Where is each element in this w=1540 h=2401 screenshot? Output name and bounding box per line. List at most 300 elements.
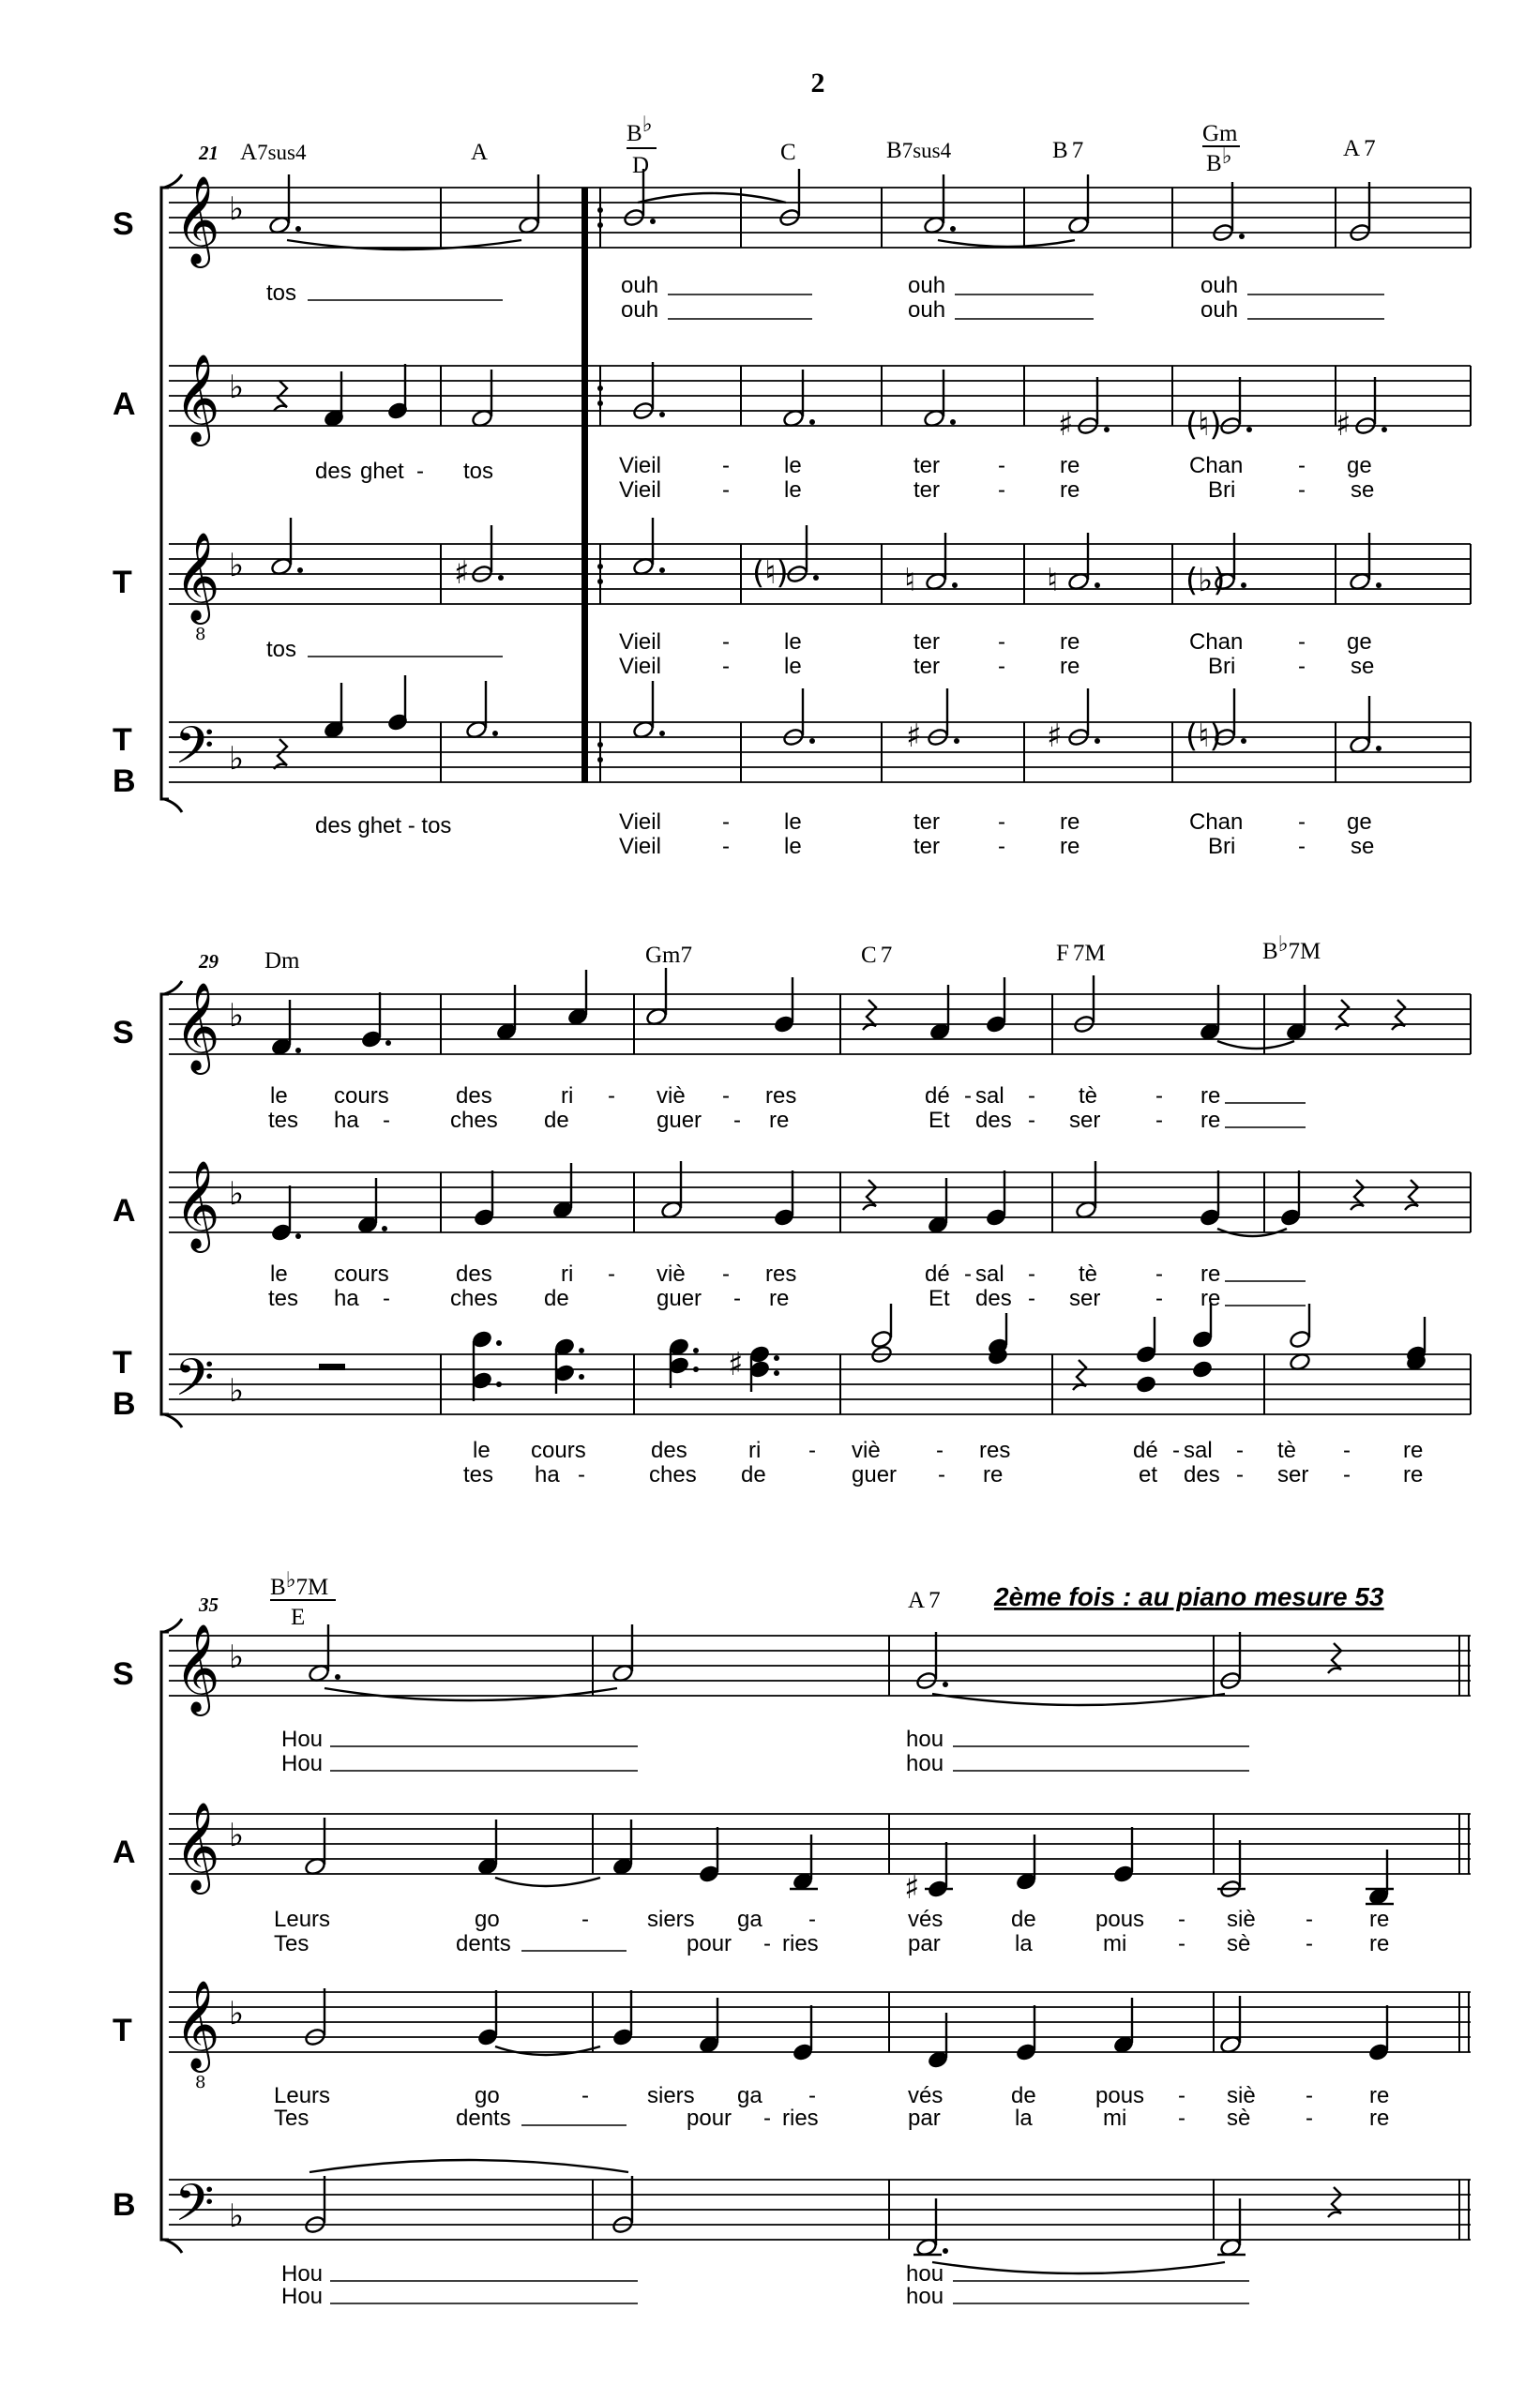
svg-text:se: se [1351,834,1375,859]
svg-text:♯: ♯ [904,1869,920,1907]
system-1 [113,113,1471,859]
svg-text:-: - [998,453,1005,478]
svg-text:de: de [741,1462,766,1487]
svg-text:viè: viè [657,1261,686,1287]
svg-text:pous: pous [1095,2083,1145,2108]
system-2 [113,932,1471,1487]
svg-text:-: - [722,809,730,835]
svg-text:re: re [1060,477,1080,503]
svg-text:re: re [1060,629,1080,655]
svg-text:-: - [1178,1931,1185,1956]
svg-text:-: - [998,654,1005,679]
svg-text:ghet: ghet [360,459,404,484]
svg-text:des: des [975,1108,1012,1133]
svg-text:dents: dents [456,2106,511,2131]
svg-text:-: - [998,477,1005,503]
svg-text:hou: hou [906,2261,944,2287]
chord-symbol: A 7 [908,1588,941,1613]
svg-text:re: re [1200,1083,1221,1109]
svg-text:ries: ries [782,1931,819,1956]
svg-text:par: par [908,1931,941,1956]
voice-label-tb-tenor: T [113,1345,132,1381]
svg-text:(♮): (♮) [1185,717,1222,755]
svg-text:-: - [1298,629,1306,655]
svg-text:se: se [1351,654,1375,679]
voice-label-tb-bass: B [113,763,136,799]
svg-text:♯: ♯ [728,1346,744,1383]
svg-text:♭: ♭ [229,547,245,584]
svg-text:-: - [1155,1286,1163,1311]
svg-text:-: - [1298,809,1306,835]
svg-text:cours: cours [531,1438,586,1463]
svg-text:ches: ches [450,1286,498,1311]
svg-text:ha: ha [334,1108,359,1133]
svg-text:-: - [722,629,730,655]
svg-text:sal: sal [975,1083,1004,1109]
svg-text:tes: tes [268,1286,299,1311]
svg-text:-: - [1236,1438,1244,1463]
svg-text:ries: ries [782,2106,819,2131]
svg-text:go: go [475,1907,500,1932]
svg-text:ha: ha [334,1286,359,1311]
svg-text:re: re [1369,1931,1390,1956]
svg-text:B♭: B♭ [1206,144,1232,176]
svg-text:ser: ser [1069,1108,1101,1133]
svg-text:Vieil: Vieil [619,834,661,859]
svg-text:re: re [1403,1462,1424,1487]
svg-text:le: le [784,809,802,835]
voice-label-alto: A [113,386,136,422]
svg-text:-: - [763,1931,771,1956]
svg-text:-: - [1178,2083,1185,2108]
svg-text:ter: ter [913,834,941,859]
svg-text:de: de [1011,1907,1036,1932]
svg-text:ter: ter [913,629,941,655]
svg-text:ri: ri [561,1261,574,1287]
svg-text:B♭: B♭ [627,113,653,146]
svg-text:dé: dé [1133,1438,1158,1463]
lyrics-alto [315,453,1374,503]
svg-text:8: 8 [195,625,206,644]
svg-text:-: - [722,1261,730,1287]
chord-symbol: F 7M [1056,941,1106,966]
svg-text:Bri: Bri [1208,477,1236,503]
svg-text:-: - [608,1083,615,1109]
svg-text:res: res [765,1261,797,1287]
svg-text:(♮): (♮) [752,554,789,592]
svg-text:ga: ga [737,2083,762,2108]
svg-text:-: - [581,1907,589,1932]
svg-text:♭: ♭ [229,1638,245,1676]
svg-text:ga: ga [737,1907,762,1932]
svg-text:tos: tos [266,637,297,662]
page-number: 2 [810,68,825,98]
svg-text:-: - [1178,1907,1185,1932]
svg-text:dé: dé [925,1083,950,1109]
svg-text:Leurs: Leurs [274,1907,331,1932]
svg-text:Hou: Hou [281,2261,324,2287]
svg-text:vés: vés [908,2083,944,2108]
svg-text:pour: pour [687,1931,732,1956]
svg-text:re: re [1369,2106,1390,2131]
svg-text:♭: ♭ [229,190,245,228]
svg-text:siè: siè [1227,1907,1256,1932]
svg-text:-: - [383,1108,390,1133]
measure-number: 29 [199,950,219,973]
measure-number: 35 [199,1593,219,1616]
svg-text:-: - [416,459,424,484]
svg-text:ches: ches [450,1108,498,1133]
svg-text:Tes: Tes [274,2106,310,2131]
svg-text:viè: viè [657,1083,686,1109]
svg-text:-: - [1306,1931,1313,1956]
chord-symbol-slash [627,113,657,178]
chord-symbol: B♭7M [1262,932,1321,964]
svg-text:-: - [964,1261,972,1287]
svg-text:ha: ha [535,1462,560,1487]
voice-label-bass: B [113,2187,136,2223]
svg-text:re: re [1060,453,1080,478]
svg-text:sal: sal [1184,1438,1213,1463]
svg-text:re: re [1060,654,1080,679]
svg-text:siers: siers [647,1907,695,1932]
svg-text:go: go [475,2083,500,2108]
svg-text:Et: Et [929,1108,950,1133]
voice-label-soprano: S [113,1656,134,1692]
svg-text:-: - [1028,1108,1035,1133]
svg-text:-: - [722,834,730,859]
svg-text:-: - [722,477,730,503]
lyrics-tenor [274,2083,1389,2131]
svg-text:res: res [765,1083,797,1109]
svg-text:des: des [456,1261,492,1287]
svg-text:Hou: Hou [281,1751,324,1776]
svg-text:-: - [808,1907,816,1932]
svg-text:-: - [808,1438,816,1463]
svg-text:Vieil: Vieil [619,477,661,503]
svg-text:♭: ♭ [229,369,245,406]
svg-text:♯: ♯ [1047,717,1063,755]
svg-text:Leurs: Leurs [274,2083,331,2108]
svg-text:ser: ser [1069,1286,1101,1311]
lyrics-alto [268,1261,1306,1311]
svg-text:le: le [784,453,802,478]
svg-text:mi: mi [1103,2106,1127,2131]
svg-text:re: re [983,1462,1004,1487]
svg-text:mi: mi [1103,1931,1127,1956]
chord-symbol: C 7 [861,943,893,968]
lyrics-alto [274,1907,1389,1956]
svg-text:ter: ter [913,477,941,503]
svg-text:-: - [998,834,1005,859]
voice-label-tenor: T [113,565,132,600]
lyrics-bass [281,2261,1249,2309]
svg-text:tè: tè [1079,1261,1098,1287]
svg-text:-: - [1172,1438,1180,1463]
lyrics-soprano [266,273,1384,323]
svg-text:Hou: Hou [281,1727,324,1752]
performance-instruction: 2ème fois : au piano mesure 53 [994,1582,1384,1611]
svg-text:♯: ♯ [906,717,922,755]
svg-text:sè: sè [1227,2106,1251,2131]
svg-text:cours: cours [334,1261,389,1287]
svg-text:le: le [473,1438,491,1463]
svg-text:-: - [578,1462,585,1487]
svg-text:des: des [975,1286,1012,1311]
svg-text:Vieil: Vieil [619,654,661,679]
svg-text:tes: tes [463,1462,494,1487]
svg-text:𝄢: 𝄢 [174,1348,215,1420]
svg-text:E: E [291,1605,306,1630]
svg-text:Chan: Chan [1189,453,1244,478]
svg-text:Vieil: Vieil [619,629,661,655]
svg-text:dé: dé [925,1261,950,1287]
svg-text:ri: ri [561,1083,574,1109]
svg-text:-: - [1028,1286,1035,1311]
svg-text:hou: hou [906,1727,944,1752]
svg-text:re: re [1200,1286,1221,1311]
svg-text:ge: ge [1347,453,1372,478]
svg-text:♭: ♭ [229,1372,245,1410]
svg-text:le: le [270,1261,288,1287]
svg-text:-: - [1306,2083,1313,2108]
svg-text:tes: tes [268,1108,299,1133]
svg-text:𝄞: 𝄞 [174,532,220,621]
chord-symbol: Gm7 [645,943,692,968]
svg-text:♭: ♭ [229,997,245,1034]
svg-text:-: - [383,1286,390,1311]
svg-text:-: - [808,2083,816,2108]
svg-text:♭: ♭ [229,1817,245,1854]
svg-text:dents: dents [456,1931,511,1956]
svg-text:la: la [1015,1931,1033,1956]
svg-text:ouh: ouh [1200,297,1239,323]
svg-text:-: - [733,1286,741,1311]
svg-text:de: de [544,1286,569,1311]
lyrics-soprano [281,1727,1249,1776]
svg-text:hou: hou [906,2284,944,2309]
voice-label-soprano: S [113,1015,134,1050]
chord-symbol: B 7 [1052,138,1084,163]
svg-text:le: le [270,1083,288,1109]
svg-text:de: de [1011,2083,1036,2108]
svg-text:-: - [1298,453,1306,478]
chord-symbol: Dm [264,948,300,974]
svg-text:-: - [1236,1462,1244,1487]
svg-text:tos: tos [463,459,494,484]
svg-text:Bri: Bri [1208,834,1236,859]
svg-text:Chan: Chan [1189,809,1244,835]
chord-symbol: A7sus4 [240,140,307,165]
svg-text:♮: ♮ [904,562,916,599]
svg-text:guer: guer [657,1108,702,1133]
svg-text:♯: ♯ [454,554,470,592]
svg-text:(♭): (♭) [1185,562,1226,599]
svg-text:-: - [938,1462,945,1487]
svg-text:𝄢: 𝄢 [174,716,215,788]
svg-text:♭: ♭ [229,1175,245,1213]
svg-text:re: re [1369,2083,1390,2108]
svg-text:siers: siers [647,2083,695,2108]
svg-text:re: re [1200,1108,1221,1133]
svg-text:res: res [979,1438,1011,1463]
svg-text:hou: hou [906,1751,944,1776]
svg-text:Et: Et [929,1286,950,1311]
svg-text:-: - [1343,1438,1351,1463]
lyrics-bass [315,809,1374,859]
svg-text:des: des [651,1438,687,1463]
svg-text:ter: ter [913,654,941,679]
svg-text:tè: tè [1277,1438,1297,1463]
svg-text:re: re [1403,1438,1424,1463]
svg-text:𝄞: 𝄞 [174,1160,220,1249]
svg-text:le: le [784,834,802,859]
svg-text:-: - [722,1083,730,1109]
svg-text:-: - [763,2106,771,2131]
voice-label-alto: A [113,1835,136,1870]
svg-text:ouh: ouh [908,297,946,323]
svg-text:-: - [1155,1108,1163,1133]
svg-text:sè: sè [1227,1931,1251,1956]
voice-label-tenor: T [113,2013,132,2048]
svg-text:Tes: Tes [274,1931,310,1956]
svg-text:le: le [784,629,802,655]
lyrics-soprano [268,1083,1306,1133]
svg-text:♭: ♭ [229,1995,245,2032]
svg-text:ter: ter [913,809,941,835]
svg-text:-: - [1298,654,1306,679]
svg-text:-: - [1028,1083,1035,1109]
svg-text:-: - [1306,2106,1313,2131]
svg-text:et: et [1139,1462,1158,1487]
svg-text:de: de [544,1108,569,1133]
chord-symbol: A [471,140,489,165]
svg-text:-: - [1298,477,1306,503]
voice-label-soprano: S [113,206,134,242]
svg-text:ter: ter [913,453,941,478]
svg-text:𝄢: 𝄢 [174,2173,215,2245]
svg-text:ouh: ouh [621,297,659,323]
svg-text:re: re [769,1108,790,1133]
svg-text:𝄞: 𝄞 [174,1623,220,1713]
svg-text:ches: ches [649,1462,697,1487]
measure-number: 21 [199,142,219,164]
svg-text:(♮): (♮) [1185,406,1222,444]
chord-symbol: C [780,140,796,165]
svg-text:guer: guer [657,1286,702,1311]
svg-text:Chan: Chan [1189,629,1244,655]
lyrics-tenor-bass [463,1438,1423,1487]
voice-label-tb-tenor: T [113,722,132,758]
svg-text:des ghet - tos: des ghet - tos [315,813,452,838]
svg-text:♯: ♯ [1336,406,1351,444]
chord-symbol-slash [270,1568,336,1630]
svg-text:Hou: Hou [281,2284,324,2309]
svg-text:Vieil: Vieil [619,453,661,478]
svg-text:re: re [1369,1907,1390,1932]
svg-text:ge: ge [1347,629,1372,655]
svg-text:-: - [1155,1261,1163,1287]
svg-text:re: re [1060,834,1080,859]
svg-text:le: le [784,477,802,503]
svg-text:cours: cours [334,1083,389,1109]
svg-text:-: - [722,654,730,679]
svg-text:D: D [632,153,650,178]
system-3 [113,1568,1471,2309]
svg-text:Vieil: Vieil [619,809,661,835]
svg-text:-: - [608,1261,615,1287]
svg-text:par: par [908,2106,941,2131]
svg-text:8: 8 [195,2073,206,2092]
svg-text:des: des [456,1083,492,1109]
svg-text:-: - [998,809,1005,835]
svg-text:-: - [1178,2106,1185,2131]
svg-text:re: re [1200,1261,1221,1287]
svg-text:♭: ♭ [229,2197,245,2235]
svg-text:♭: ♭ [229,740,245,778]
svg-text:ouh: ouh [1200,273,1239,298]
svg-text:B♭7M: B♭7M [270,1568,329,1600]
svg-text:Bri: Bri [1208,654,1236,679]
lyrics-tenor [266,629,1374,679]
svg-text:des: des [315,459,352,484]
svg-text:se: se [1351,477,1375,503]
svg-text:-: - [733,1108,741,1133]
chord-symbol: B7sus4 [886,138,952,163]
svg-text:-: - [936,1438,944,1463]
svg-text:-: - [1028,1261,1035,1287]
svg-text:𝄞: 𝄞 [174,1802,220,1891]
svg-text:sal: sal [975,1261,1004,1287]
svg-text:-: - [1343,1462,1351,1487]
svg-text:ouh: ouh [621,273,659,298]
svg-text:vés: vés [908,1907,944,1932]
svg-text:-: - [581,2083,589,2108]
chord-symbol-slash [1202,121,1240,176]
svg-text:-: - [1155,1083,1163,1109]
svg-text:𝄞: 𝄞 [174,1980,220,2069]
svg-text:tos: tos [266,280,297,306]
svg-text:𝄞: 𝄞 [174,175,220,264]
svg-text:-: - [1306,1907,1313,1932]
svg-text:guer: guer [852,1462,898,1487]
svg-text:re: re [769,1286,790,1311]
svg-text:tè: tè [1079,1083,1098,1109]
svg-text:viè: viè [852,1438,881,1463]
svg-text:-: - [998,629,1005,655]
svg-text:-: - [964,1083,972,1109]
svg-text:la: la [1015,2106,1033,2131]
svg-text:siè: siè [1227,2083,1256,2108]
svg-text:ser: ser [1277,1462,1309,1487]
svg-text:𝄞: 𝄞 [174,354,220,443]
svg-text:-: - [1298,834,1306,859]
svg-text:des: des [1184,1462,1220,1487]
svg-text:♯: ♯ [1058,406,1074,444]
svg-text:-: - [722,453,730,478]
svg-text:ouh: ouh [908,273,946,298]
svg-text:pour: pour [687,2106,732,2131]
voice-label-tb-bass: B [113,1386,136,1422]
svg-text:le: le [784,654,802,679]
svg-text:pous: pous [1095,1907,1145,1932]
svg-text:𝄞: 𝄞 [174,982,220,1071]
svg-text:re: re [1060,809,1080,835]
svg-text:ge: ge [1347,809,1372,835]
svg-text:Gm: Gm [1202,121,1238,146]
svg-text:ri: ri [748,1438,762,1463]
voice-label-alto: A [113,1193,136,1229]
